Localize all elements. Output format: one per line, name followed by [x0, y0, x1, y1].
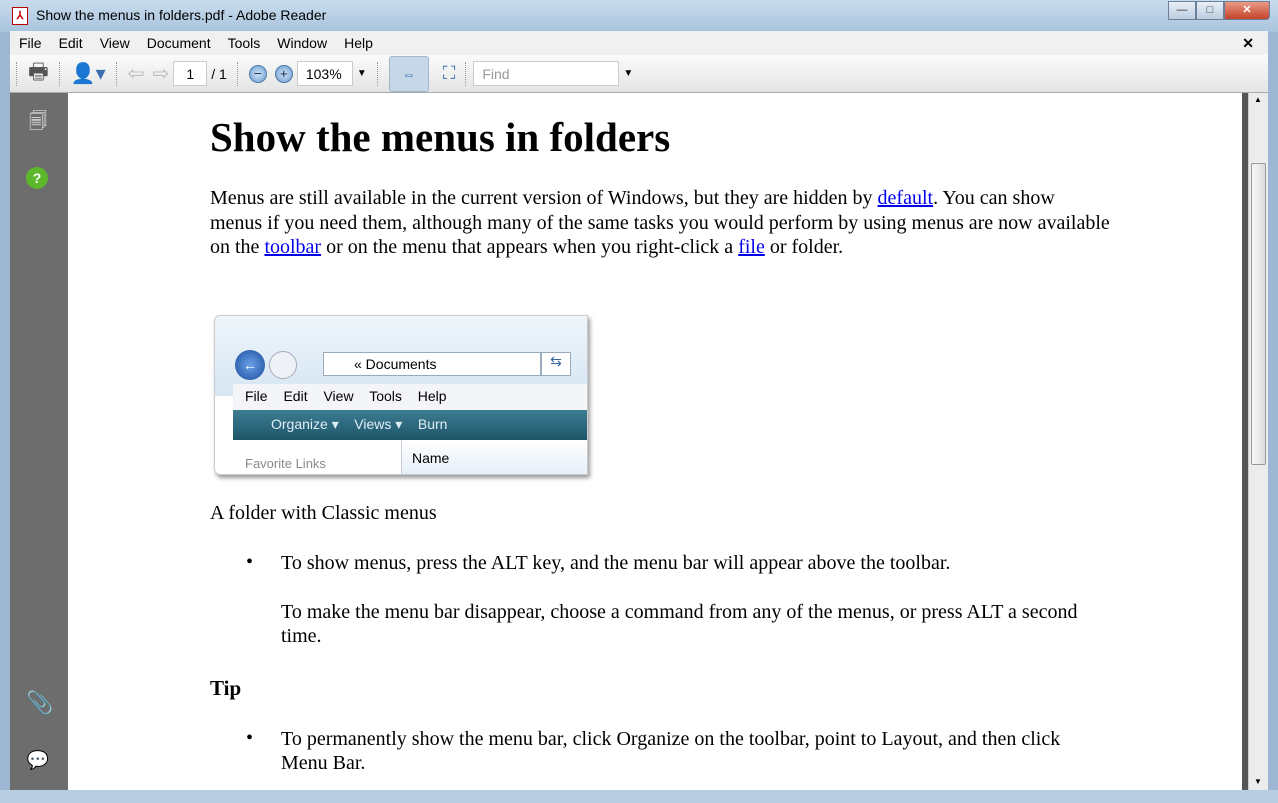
text: Edit: [283, 388, 308, 404]
menu-file[interactable]: File: [19, 35, 42, 51]
zoom-out-icon[interactable]: −: [249, 65, 267, 83]
intro-paragraph: [210, 186, 1110, 260]
close-button[interactable]: ✕: [1224, 1, 1270, 20]
page-number-input[interactable]: 1: [173, 61, 207, 86]
toolbar: [10, 55, 1268, 93]
scroll-thumb[interactable]: [1251, 163, 1266, 465]
window-frame-bottom: [0, 790, 1278, 803]
minimize-button[interactable]: —: [1168, 1, 1196, 20]
tip-heading: Tip: [210, 676, 242, 700]
maximize-button[interactable]: □: [1196, 1, 1224, 20]
forward-icon: [269, 351, 297, 379]
menu-view[interactable]: View: [99, 35, 130, 51]
bullet-subtext: To make the menu bar disappear, choose a command from any of the menus, or press ALT a second time.: [281, 601, 1078, 647]
page-total: / 1: [211, 65, 227, 82]
folder-screenshot: [214, 315, 588, 475]
find-input[interactable]: Find: [473, 61, 619, 86]
next-page-icon[interactable]: ⇨: [152, 63, 170, 85]
pdf-icon: ⅄: [12, 7, 28, 25]
navigation-panel: [10, 93, 68, 790]
menu-edit[interactable]: Edit: [58, 35, 83, 51]
close-document-icon[interactable]: ✕: [1242, 34, 1254, 51]
find-dropdown-icon[interactable]: ▼: [623, 68, 634, 79]
zoom-in-icon[interactable]: +: [275, 65, 293, 83]
bullet: •: [246, 727, 254, 749]
link-default[interactable]: default: [877, 187, 934, 209]
attachments-icon[interactable]: 📎: [26, 690, 54, 715]
pages-icon[interactable]: 🗐: [29, 111, 47, 131]
text: Menus are still available in the current version of Windows, but they are hidden by: [210, 187, 878, 209]
text: Organize ▾: [271, 416, 339, 432]
previous-page-icon[interactable]: ⇦: [127, 63, 145, 85]
separator: [116, 62, 118, 86]
bullet: •: [246, 551, 254, 573]
fit-width-button[interactable]: ⇔: [389, 56, 429, 92]
scroll-up-icon[interactable]: ▲: [1254, 95, 1262, 104]
window-title: Show the menus in folders.pdf - Adobe Reader: [36, 7, 327, 23]
text: File: [245, 388, 268, 404]
text: Burn: [417, 416, 448, 432]
refresh-icon: ⇆: [541, 352, 571, 376]
address-bar: « Documents: [323, 352, 541, 376]
separator: [237, 62, 239, 86]
text: View: [323, 388, 354, 404]
text: or on the menu that appears when you right-click a: [321, 236, 739, 258]
bullet-text: To permanently show the menu bar, click Organize on the toolbar, point to Layout, and then click Menu Bar.: [281, 728, 1061, 774]
link-file[interactable]: file: [738, 236, 765, 258]
text: or folder.: [764, 236, 844, 258]
bullet-text: To show menus, press the ALT key, and the menu bar will appear above the toolbar.: [281, 552, 951, 574]
fit-page-button[interactable]: ⛶: [442, 63, 456, 83]
zoom-dropdown-icon[interactable]: ▼: [356, 68, 367, 79]
folder-toolbar: [233, 410, 588, 440]
menu-help[interactable]: Help: [344, 35, 373, 51]
help-icon[interactable]: ?: [26, 167, 48, 189]
collaborate-icon[interactable]: 👤▾: [70, 63, 106, 85]
link-toolbar[interactable]: toolbar: [264, 236, 322, 258]
grip: [16, 62, 18, 86]
separator: [59, 62, 61, 86]
text: . You can show menus if you need them, although many of the same tasks you would perform by using menus are now available on the: [210, 187, 1110, 258]
zoom-input[interactable]: 103%: [297, 61, 353, 86]
text: Help: [417, 388, 447, 404]
classic-menu: [233, 384, 588, 410]
text: Views ▾: [354, 416, 403, 432]
text: Name: [401, 440, 588, 475]
menu-bar: [10, 31, 1268, 55]
menu-window[interactable]: Window: [277, 35, 328, 51]
scroll-down-icon[interactable]: ▼: [1254, 777, 1262, 786]
text: Favorite Links: [245, 456, 326, 471]
document-page: [68, 93, 1242, 790]
back-arrow-icon: ←: [235, 350, 265, 380]
text: Tools: [369, 388, 402, 404]
separator: [465, 62, 467, 86]
print-icon[interactable]: 🖶: [28, 58, 49, 84]
comments-icon[interactable]: 💬: [26, 750, 50, 770]
menu-tools[interactable]: Tools: [227, 35, 261, 51]
page-heading: Show the menus in folders: [210, 114, 671, 160]
figure-caption: A folder with Classic menus: [210, 502, 437, 524]
separator: [377, 62, 379, 86]
title-bar: [0, 0, 1278, 32]
menu-document[interactable]: Document: [146, 35, 211, 51]
vertical-scrollbar[interactable]: [1248, 93, 1268, 790]
